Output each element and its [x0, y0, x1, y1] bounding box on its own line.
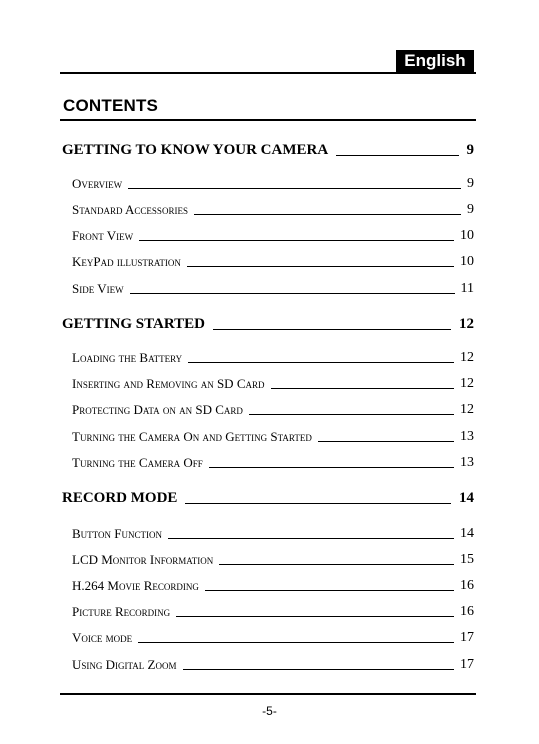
toc-entry[interactable] — [72, 455, 474, 471]
toc-page-number: 16 — [460, 578, 474, 593]
dot-leader — [168, 538, 454, 539]
dot-leader — [318, 441, 454, 442]
toc-page-number: 12 — [460, 402, 474, 417]
toc-entry-title: Standard Accessories — [72, 202, 188, 217]
toc-section[interactable] — [62, 142, 474, 159]
toc-entry[interactable] — [72, 552, 474, 568]
toc-entry[interactable] — [72, 604, 474, 620]
toc-entry[interactable] — [72, 429, 474, 445]
toc-entry[interactable] — [72, 657, 474, 673]
dot-leader — [205, 590, 454, 591]
dot-leader — [209, 467, 454, 468]
toc-entry-title: Overview — [72, 176, 123, 191]
toc-entry-title: H.264 Movie Recording — [72, 578, 199, 593]
dot-leader — [194, 214, 461, 215]
dot-leader — [187, 266, 454, 267]
dot-leader — [249, 414, 454, 415]
toc-page-number: 12 — [459, 316, 474, 332]
toc-entry-title: Loading the Battery — [72, 350, 183, 365]
dot-leader — [185, 503, 451, 504]
toc-page-number: 15 — [460, 552, 474, 567]
toc-page-number: 16 — [460, 604, 474, 619]
dot-leader — [219, 564, 454, 565]
page-number: -5- — [262, 704, 277, 718]
toc-entry-title: KeyPad illustration — [72, 254, 181, 269]
page-title: CONTENTS — [63, 96, 159, 115]
toc-page-number: 12 — [460, 350, 474, 365]
dot-leader — [213, 329, 451, 330]
toc-entry[interactable] — [72, 350, 474, 366]
toc-entry[interactable] — [72, 578, 474, 594]
toc-entry-title: Protecting Data on an SD Card — [72, 402, 243, 417]
toc-page-number: 13 — [460, 455, 474, 470]
toc-entry-title: Turning the Camera On and Getting Started — [72, 429, 312, 444]
toc-entry[interactable] — [72, 630, 474, 646]
toc-entry-title: Button Function — [72, 526, 162, 541]
toc-page-number: 14 — [460, 526, 474, 541]
dot-leader — [271, 388, 455, 389]
toc-entry-title: Inserting and Removing an SD Card — [72, 376, 265, 391]
toc-page-number: 9 — [467, 176, 474, 191]
toc-section-title: GETTING TO KNOW YOUR CAMERA — [62, 142, 329, 158]
toc-page-number: 14 — [459, 490, 474, 506]
toc-section-title: RECORD MODE — [62, 490, 178, 506]
toc-entry[interactable] — [72, 202, 474, 218]
toc-page-number: 12 — [460, 376, 474, 391]
toc-section[interactable] — [62, 316, 474, 333]
toc-entry[interactable] — [72, 402, 474, 418]
toc-page-number: 9 — [467, 202, 474, 217]
toc-page-number: 17 — [460, 630, 474, 645]
toc-page-number: 10 — [460, 228, 474, 243]
footer-rule — [60, 693, 476, 695]
toc-entry-title: Turning the Camera Off — [72, 455, 203, 470]
dot-leader — [188, 362, 454, 363]
toc-page-number: 9 — [466, 142, 474, 158]
language-tab: English — [396, 50, 474, 72]
toc-page-number: 11 — [460, 281, 474, 296]
dot-leader — [176, 616, 454, 617]
toc-entry-title: Side View — [72, 281, 124, 296]
toc-section-title: GETTING STARTED — [62, 316, 205, 332]
toc-entry[interactable] — [72, 254, 474, 270]
toc-entry-title: Picture Recording — [72, 604, 171, 619]
toc-entry-title: Front View — [72, 228, 134, 243]
toc-entry[interactable] — [72, 281, 474, 297]
toc-section[interactable] — [62, 490, 474, 507]
toc-entry[interactable] — [72, 176, 474, 192]
toc-entry-title: Voice mode — [72, 630, 133, 645]
toc-entry-title: Using Digital Zoom — [72, 657, 177, 672]
dot-leader — [128, 188, 461, 189]
title-rule — [60, 119, 476, 121]
toc-entry[interactable] — [72, 526, 474, 542]
toc-page-number: 10 — [460, 254, 474, 269]
header-rule — [60, 72, 476, 74]
dot-leader — [139, 240, 454, 241]
dot-leader — [138, 642, 454, 643]
toc-page-number: 17 — [460, 657, 474, 672]
toc-page-number: 13 — [460, 429, 474, 444]
toc-entry-title: LCD Monitor Information — [72, 552, 214, 567]
dot-leader — [183, 669, 455, 670]
dot-leader — [130, 293, 455, 294]
toc-entry[interactable] — [72, 228, 474, 244]
toc-entry[interactable] — [72, 376, 474, 392]
dot-leader — [336, 155, 458, 156]
